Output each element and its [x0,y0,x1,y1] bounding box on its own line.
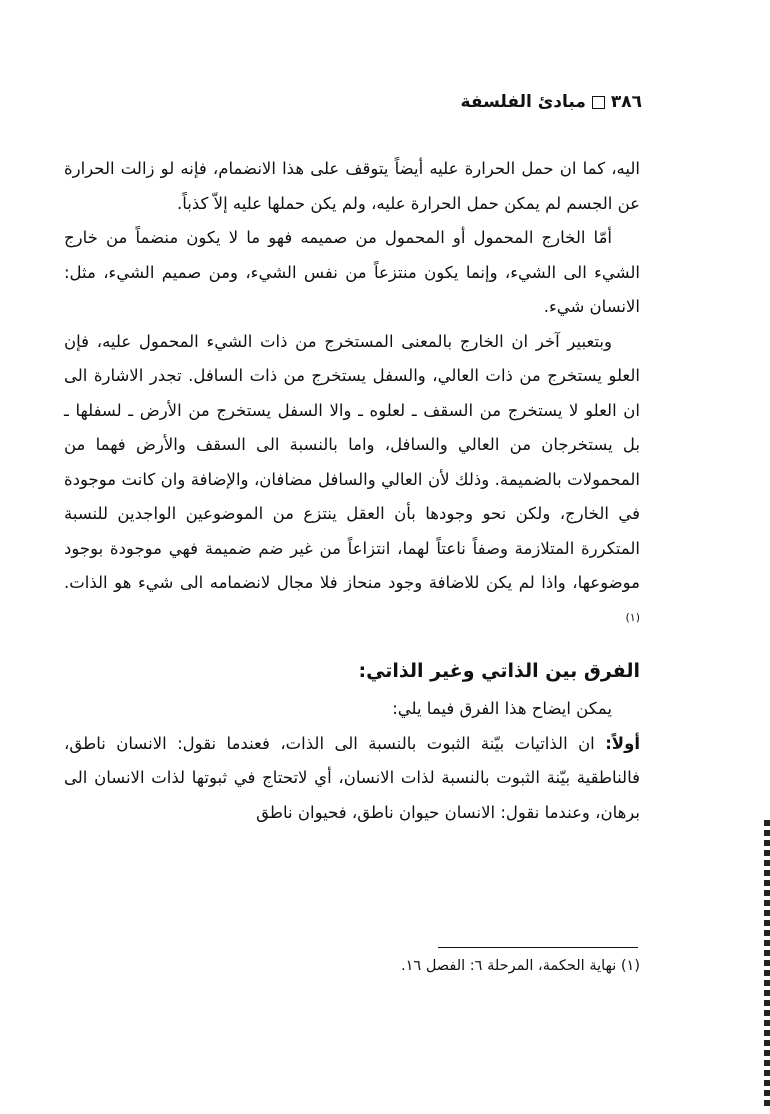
point-label: أولاً: [605,733,640,753]
main-text [64,152,640,830]
header-square-icon [592,96,605,109]
book-title: مبادئ الفلسفة [460,92,586,112]
paragraph-text: وبتعبير آخر ان الخارج بالمعنى المستخرج من ذات الشيء المحمول عليه، فإن العلو يستخرج من ذات العالي، والسفل يستخرج من ذات السافل. تجدر الاشارة الى ان العلو لا يستخرج من السقف ـ لعلوه ـ والا السفل يستخرج من الأرض ـ لسفلها ـ بل يستخرجان من العالي والسافل، واما بالنسبة الى السقف والأرض فهما من المحمولات بالضميمة. وذلك لأن العالي والسافل مضافان، والإضافة وان كانت موجودة في الخارج، ولكن نحو وجودها بأن العقل ينتزع من الموضوعين الواجدين للنسبة المتكررة المتلازمة وصفاً ناعتاً لهما، انتزاعاً من غير ضم ضميمة فهي موجودة بوجود موضوعها، واذا لم يكن للاضافة وجود منحاز فلا مجال لانضمامه الى شيء هو الذات. [64,331,640,592]
paragraph [64,325,640,640]
paragraph: اليه، كما ان حمل الحرارة عليه أيضاً يتوقف على هذا الانضمام، فإنه لو زالت الحرارة عن الجسم لم يمكن حمل الحرارة عليه، ولم يكن حملها عليه إلاّ كذباً. [64,159,640,213]
point-text: ان الذاتيات بيّنة الثبوت بالنسبة الى الذات، فعندما نقول: الانسان ناطق، فالناطقية بيّنة الثبوت بالنسبة لذات الانسان، أي لاتحتاج في ثبوتها لذات الانسان الى برهان، وعندما نقول: الانسان حيوان ناطق، فحيوان ناطق [64,733,640,822]
footnote-divider [438,947,638,948]
section-heading: الفرق بين الذاتي وغير الذاتي: [358,659,640,682]
intro-line: يمكن ايضاح هذا الفرق فيما يلي: [392,699,612,718]
page-number: ٣٨٦ [610,92,642,112]
footnote: (١) نهاية الحكمة، المرحلة ٦: الفصل ١٦. [401,958,640,974]
page-header [461,92,642,112]
footnote-reference: (١) [625,610,640,624]
paragraph: أمّا الخارج المحمول أو المحمول من صميمه فهو ما لا يكون منضماً من خارج الشيء الى الشيء، وإنما يكون منتزعاً من نفس الشيء، ومن صميم الشيء، مثل: الانسان شيء. [64,228,640,316]
scan-edge-mark [764,820,770,1110]
point-one [64,727,640,831]
